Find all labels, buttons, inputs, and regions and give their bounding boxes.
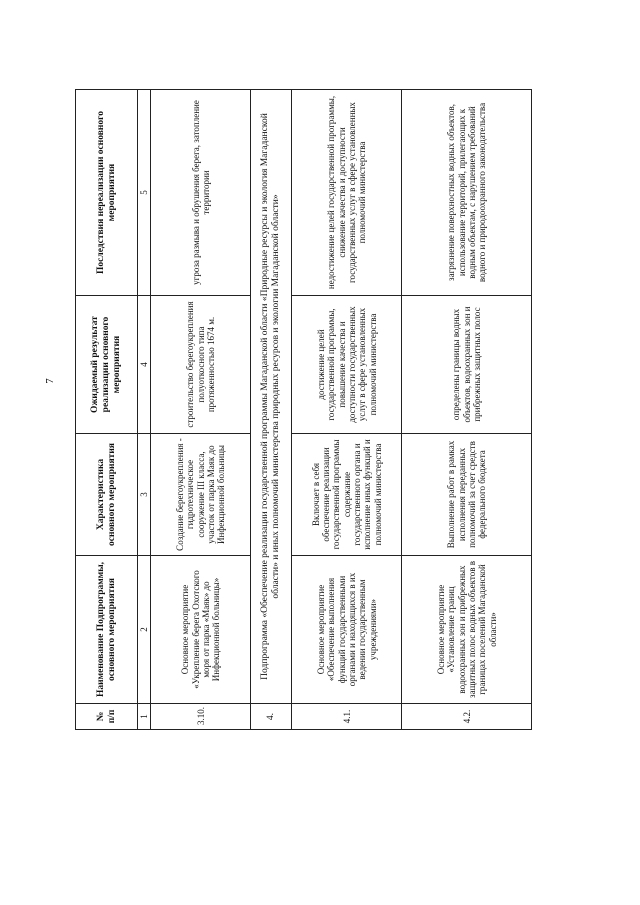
column-number: 3 xyxy=(138,434,151,556)
column-number: 4 xyxy=(138,296,151,434)
table-container xyxy=(75,90,555,730)
header-characteristic: Характеристика основного мероприятия xyxy=(76,434,138,556)
column-numbers-row xyxy=(138,90,151,730)
header-consequences: Последствия нереализации основного мероприятия xyxy=(76,90,138,296)
column-number: 1 xyxy=(138,704,151,730)
measure-consequence: загрязнение поверхностных водных объектов, использование территорий, прилегающих к водным объектам, с нарушением требований водного и природоохранного законодательства xyxy=(402,90,532,296)
column-number: 2 xyxy=(138,556,151,704)
row-number: 4. xyxy=(251,704,292,730)
measures-table xyxy=(75,89,532,730)
measure-name: Основное мероприятие «Обеспечение выполнения функций государственными органами и находящихся в их ведении государственным учреждениями» xyxy=(292,556,402,704)
header-name: Наименование Подпрограммы, основного мероприятия xyxy=(76,556,138,704)
table-row xyxy=(292,90,402,730)
measure-result: достижение целей государственной программы, повышение качества и доступности государственных услуг в сфере установленных полномочий министерства xyxy=(292,296,402,434)
measure-consequence: недостижение целей государственной программы, снижение качества и доступности государственных услуг в сфере установленных полномочий министерства xyxy=(292,90,402,296)
row-number: 4.2. xyxy=(402,704,532,730)
subprogram-title: Подпрограмма «Обеспечение реализации государственной программы Магаданской области «Природные ресурсы и экология Магаданской области» и иных полномочий министерства природных ресурсов и экологии Магаданской области» xyxy=(251,90,292,704)
table-header-row xyxy=(76,90,138,730)
row-number: 4.1. xyxy=(292,704,402,730)
subprogram-row xyxy=(251,90,292,730)
measure-result: строительство берегоукрепления полуоткосного типа протяженностью 1674 м. xyxy=(151,296,251,434)
rotated-page-content xyxy=(75,90,555,730)
page-number: 7 xyxy=(44,378,56,384)
measure-characteristic: Создание берегоукрепления - гидротехническое сооружение III класса, участок от парка Маяк до Инфекционной больницы xyxy=(151,434,251,556)
measure-characteristic: Выполнение работ в рамках исполнения переданных полномочий за счет средств федерального бюджета xyxy=(402,434,532,556)
header-expected-result: Ожидаемый результат реализации основного мероприятия xyxy=(76,296,138,434)
measure-characteristic: Включает в себя обеспечение реализации государственной программы содержание государственного органа и исполнение иных функций и полномочий министерства xyxy=(292,434,402,556)
measure-name: Основное мероприятие «Установление границ водоохранных зон и прибрежных защитных полос водных объектов в границах поселений Магаданской области» xyxy=(402,556,532,704)
measure-name: Основное мероприятие «Укрепление берега Охотского моря от парка «Маяк» до Инфекционной больницы» xyxy=(151,556,251,704)
column-number: 5 xyxy=(138,90,151,296)
table-row xyxy=(151,90,251,730)
row-number: 3.10. xyxy=(151,704,251,730)
measure-consequence: угроза размыва и обрушения берега, затопление территории xyxy=(151,90,251,296)
measure-result: определены границы водных объектов, водоохранных зон и прибрежных защитных полос xyxy=(402,296,532,434)
table-row xyxy=(402,90,532,730)
header-number: № п/п xyxy=(76,704,138,730)
